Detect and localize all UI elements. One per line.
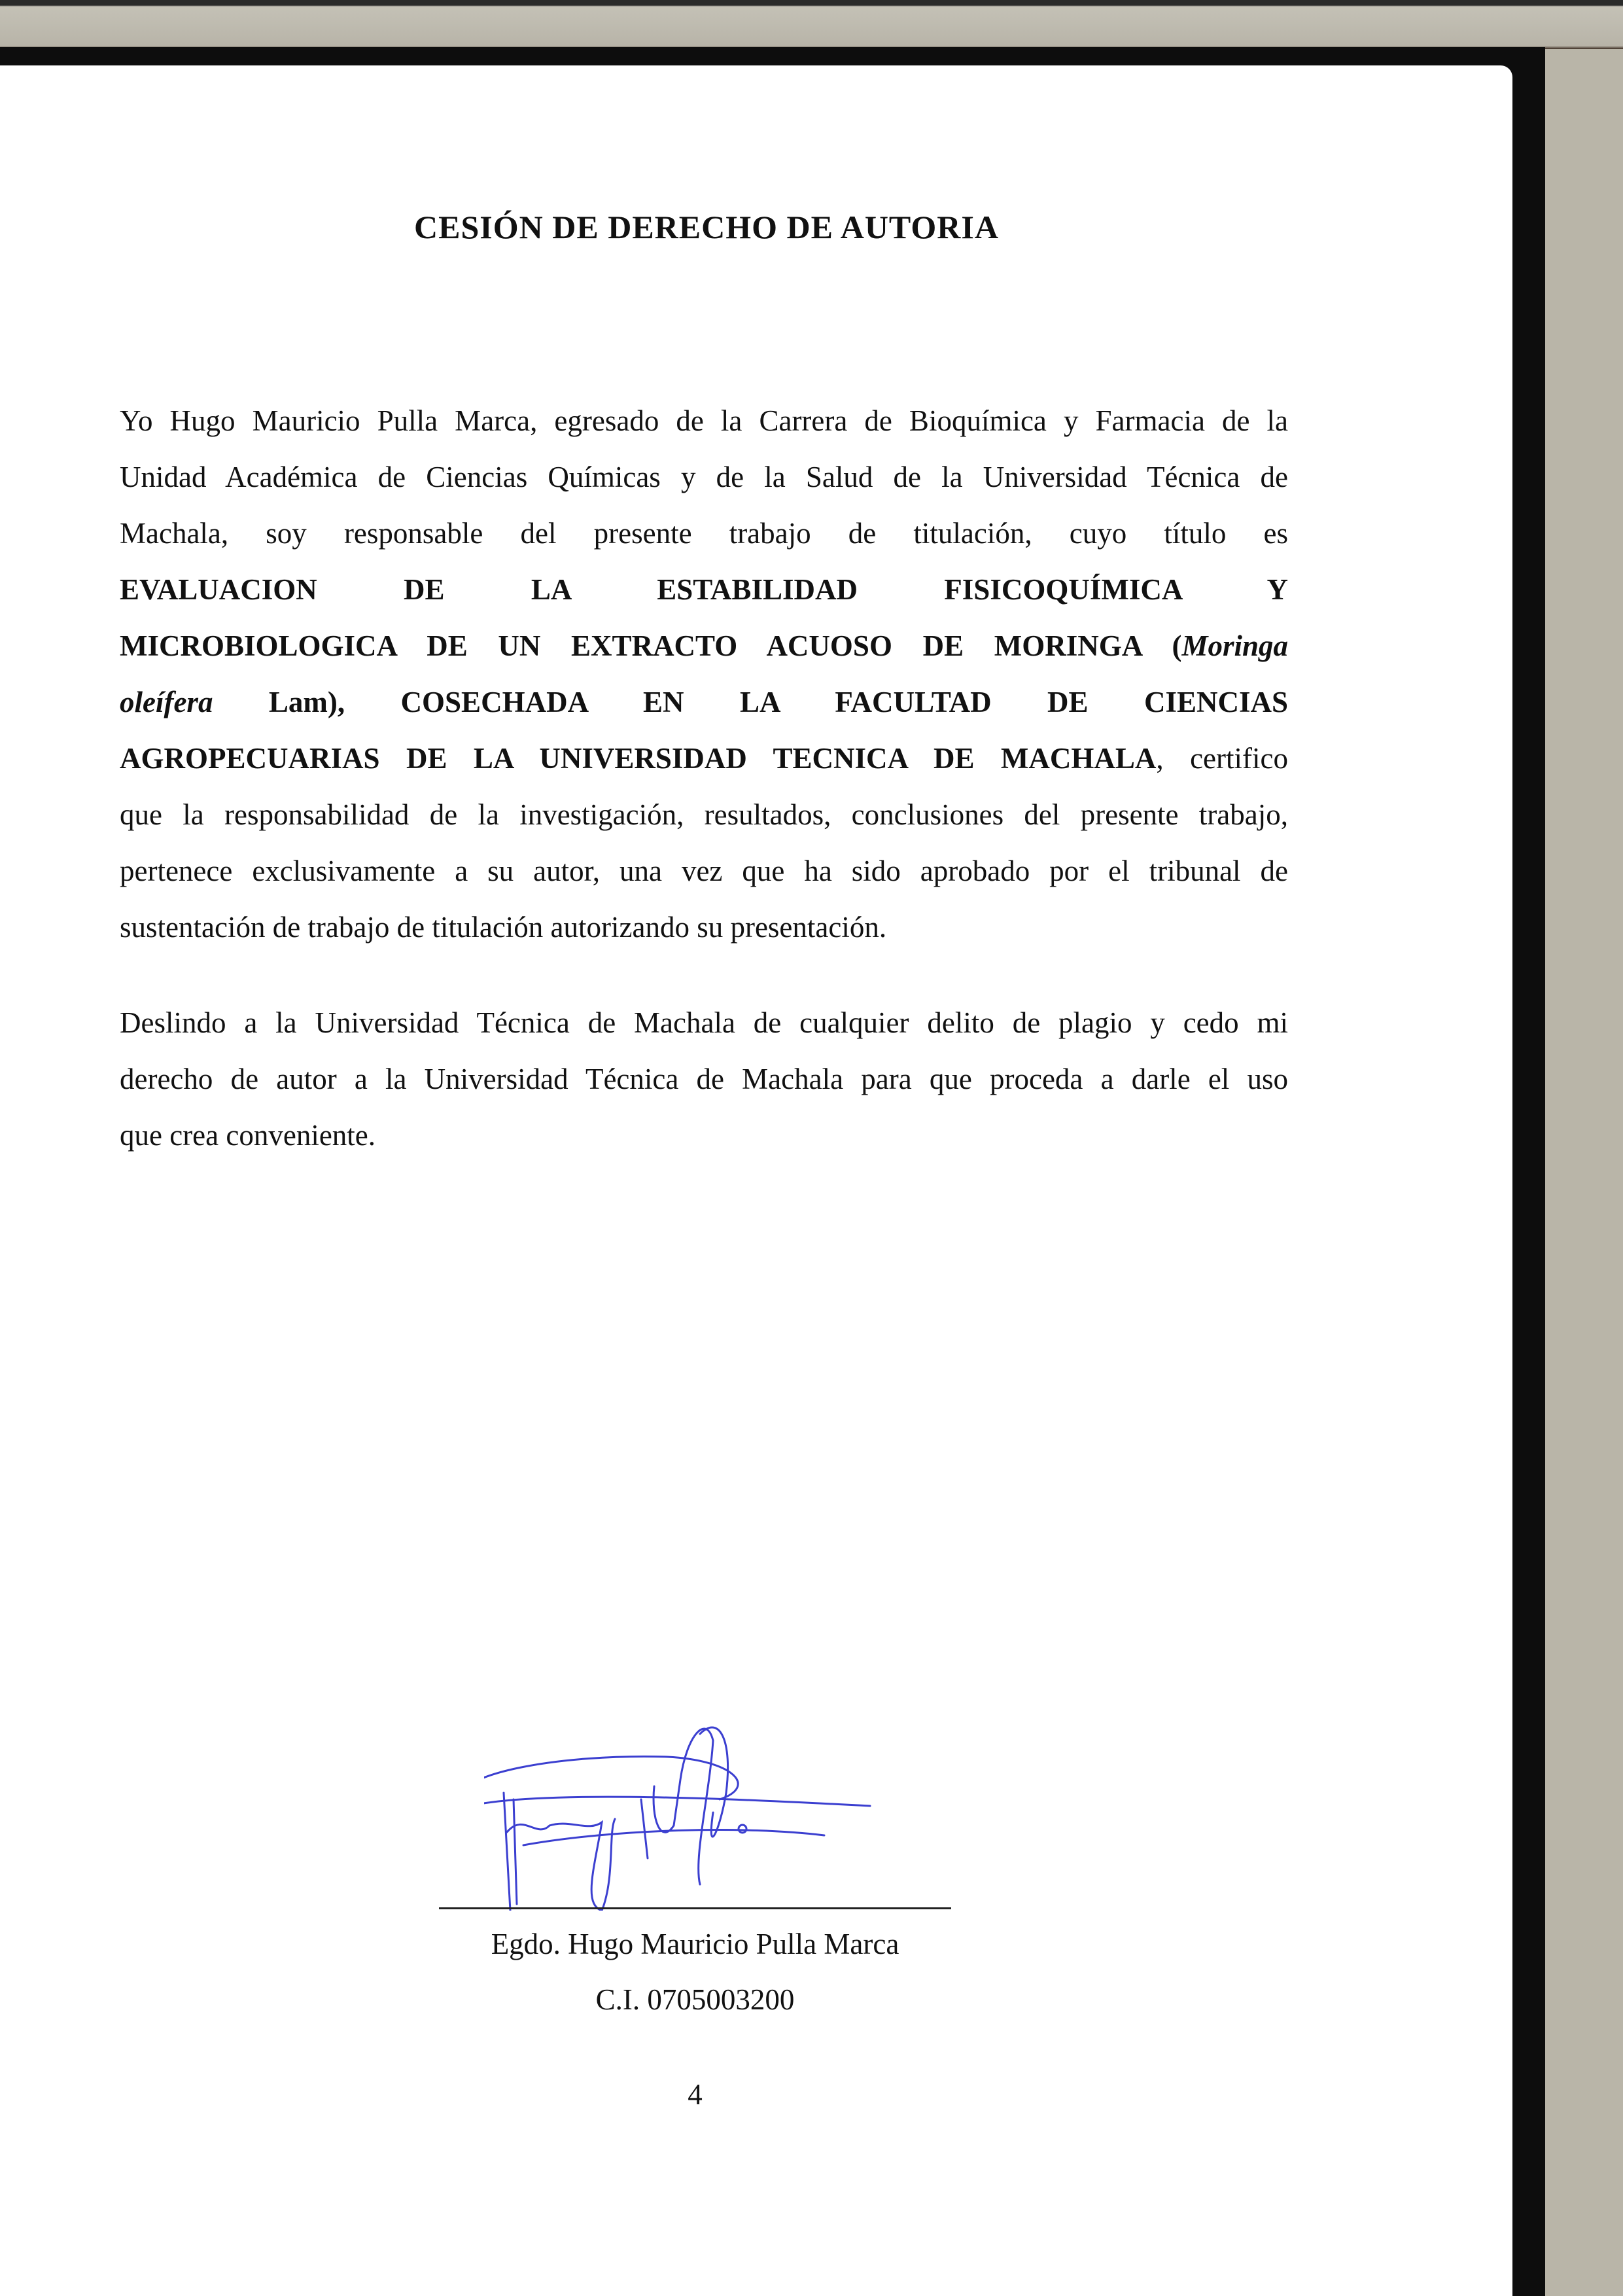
- scanner-background: [0, 0, 1623, 49]
- text-segment: Lam), COSECHADA EN LA FACULTAD DE CIENCIAS: [213, 686, 1288, 718]
- text-segment: Yo Hugo Mauricio Pulla Marca, egresado de la Carrera de Bioquímica y Farmacia de la: [120, 404, 1288, 437]
- text-line: [120, 393, 1288, 449]
- text-line: [120, 786, 1288, 843]
- document-title: CESIÓN DE DERECHO DE AUTORIA: [414, 209, 999, 245]
- text-line: [120, 843, 1288, 899]
- text-line: [120, 561, 1288, 618]
- text-segment: sustentación de trabajo de titulación autorizando su presentación.: [120, 911, 887, 944]
- text-line: [120, 1051, 1288, 1107]
- text-line: [120, 449, 1288, 505]
- signer-id: C.I. 0705003200: [595, 1983, 795, 2016]
- paragraph-certification: [120, 393, 1288, 955]
- text-segment: que crea conveniente.: [120, 1119, 376, 1152]
- text-line: [120, 505, 1288, 561]
- text-segment: derecho de autor a la Universidad Técnica de Machala para que proceda a darle el uso: [120, 1063, 1288, 1095]
- text-line: [120, 618, 1288, 674]
- text-segment: AGROPECUARIAS DE LA UNIVERSIDAD TECNICA DE MACHALA: [120, 742, 1157, 775]
- signature-image: [484, 1714, 877, 1911]
- paragraph-waiver: [120, 995, 1288, 1163]
- text-segment: EVALUACION DE LA ESTABILIDAD FISICOQUÍMICA Y: [120, 573, 1288, 606]
- text-segment: pertenece exclusivamente a su autor, una vez que ha sido aprobado por el tribunal de: [120, 855, 1288, 887]
- text-segment: que la responsabilidad de la investigación, resultados, conclusiones del presente trabajo,: [120, 798, 1288, 831]
- page-number: 4: [688, 2078, 703, 2111]
- text-segment: , certifico: [1156, 742, 1288, 775]
- signer-name: Egdo. Hugo Mauricio Pulla Marca: [491, 1928, 899, 1960]
- text-segment: Machala, soy responsable del presente trabajo de titulación, cuyo título es: [120, 517, 1288, 550]
- text-segment: Unidad Académica de Ciencias Químicas y de la Salud de la Universidad Técnica de: [120, 461, 1288, 493]
- text-line: [120, 1107, 1288, 1163]
- text-segment: Deslindo a la Universidad Técnica de Machala de cualquier delito de plagio y cedo mi: [120, 1006, 1288, 1039]
- text-segment: oleífera: [120, 686, 213, 718]
- signature-line: [439, 1907, 951, 1909]
- text-segment: Moringa: [1181, 629, 1288, 662]
- text-line: [120, 995, 1288, 1051]
- text-line: [120, 730, 1288, 786]
- text-line: [120, 674, 1288, 730]
- text-segment: MICROBIOLOGICA DE UN EXTRACTO ACUOSO DE MORINGA (: [120, 629, 1182, 662]
- text-line: [120, 899, 1288, 955]
